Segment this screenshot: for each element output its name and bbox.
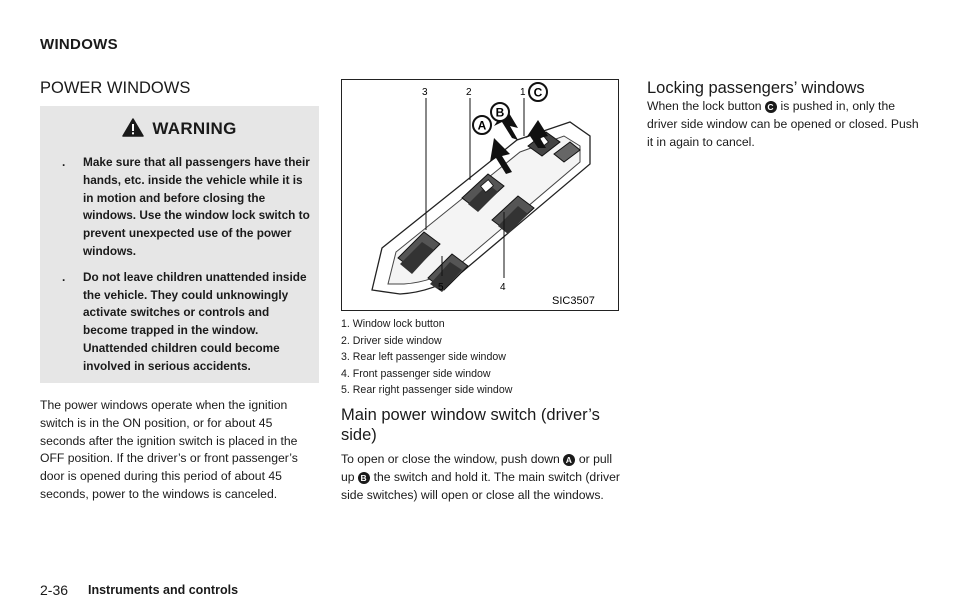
window-switch-figure <box>341 79 619 311</box>
power-windows-paragraph: The power windows operate when the ignition switch is in the ON position, or for about 45 seconds after the ignition switch is placed in the OFF position. If the driver’s or front passenger’s door is opened during this period of about 45 seconds, power to the windows is canceled. <box>40 398 298 501</box>
main-switch-paragraph <box>341 451 621 504</box>
badge-c-inline: C <box>765 101 777 113</box>
callout-4: 4 <box>500 282 506 293</box>
page-number: 2-36 <box>40 582 69 598</box>
list-item: 2. Driver side window <box>341 334 442 347</box>
locking-text-1: When the lock button <box>647 99 762 113</box>
main-switch-text-1: To open or close the window, push down <box>341 452 560 466</box>
warning-list <box>62 154 310 384</box>
footer-title: Instruments and controls <box>88 583 239 597</box>
warning-item-text: Make sure that all passengers have their hands, etc. inside the vehicle while it is in motion and before closing the windows. Use the window lock switch to prevent unexpected use of the power windows. <box>83 155 310 258</box>
list-item: 4. Front passenger side window <box>341 367 491 380</box>
main-switch-text-2: or pull up <box>341 452 613 484</box>
callout-1: 1 <box>520 87 526 98</box>
callout-2: 2 <box>466 87 472 98</box>
badge-c: C <box>533 85 543 100</box>
section-title: WINDOWS <box>40 36 118 53</box>
badge-a-inline: A <box>563 454 575 466</box>
warning-bullet: . <box>62 269 66 284</box>
locking-heading: Locking passengers’ windows <box>647 79 865 97</box>
badge-b-inline: B <box>358 472 370 484</box>
callout-5: 5 <box>438 282 444 293</box>
warning-box <box>40 106 319 383</box>
main-switch-heading: Main power window switch (driver’s side) <box>341 406 600 444</box>
list-item: 5. Rear right passenger side window <box>341 384 513 396</box>
warning-item <box>62 154 310 261</box>
figure-code: SIC3507 <box>552 295 595 307</box>
warning-bullet: . <box>62 155 66 169</box>
warning-title: WARNING <box>152 119 237 138</box>
warning-triangle-icon <box>122 118 144 137</box>
badge-b: B <box>495 105 505 120</box>
warning-item <box>62 269 310 376</box>
list-item: 1. Window lock button <box>341 318 445 330</box>
warning-item-text: Do not leave children unattended inside the vehicle. They could unknowingly activate switches or controls and become trapped in the window. Unattended children could become involved in serious accidents. <box>83 269 307 373</box>
warning-header <box>40 118 319 139</box>
list-item: 3. Rear left passenger side window <box>341 351 506 363</box>
badge-a: A <box>477 118 487 133</box>
locking-text-2: is pushed in, only the driver side window can be opened or closed. Push it in again to cancel. <box>647 99 919 149</box>
figure-legend-list <box>341 316 619 399</box>
main-switch-text-3: the switch and hold it. The main switch (driver side switches) will open or close all the windows. <box>341 469 620 502</box>
window-switch-illustration <box>342 80 618 310</box>
locking-paragraph <box>647 98 927 151</box>
power-windows-heading: POWER WINDOWS <box>40 79 191 97</box>
callout-3: 3 <box>422 87 428 98</box>
